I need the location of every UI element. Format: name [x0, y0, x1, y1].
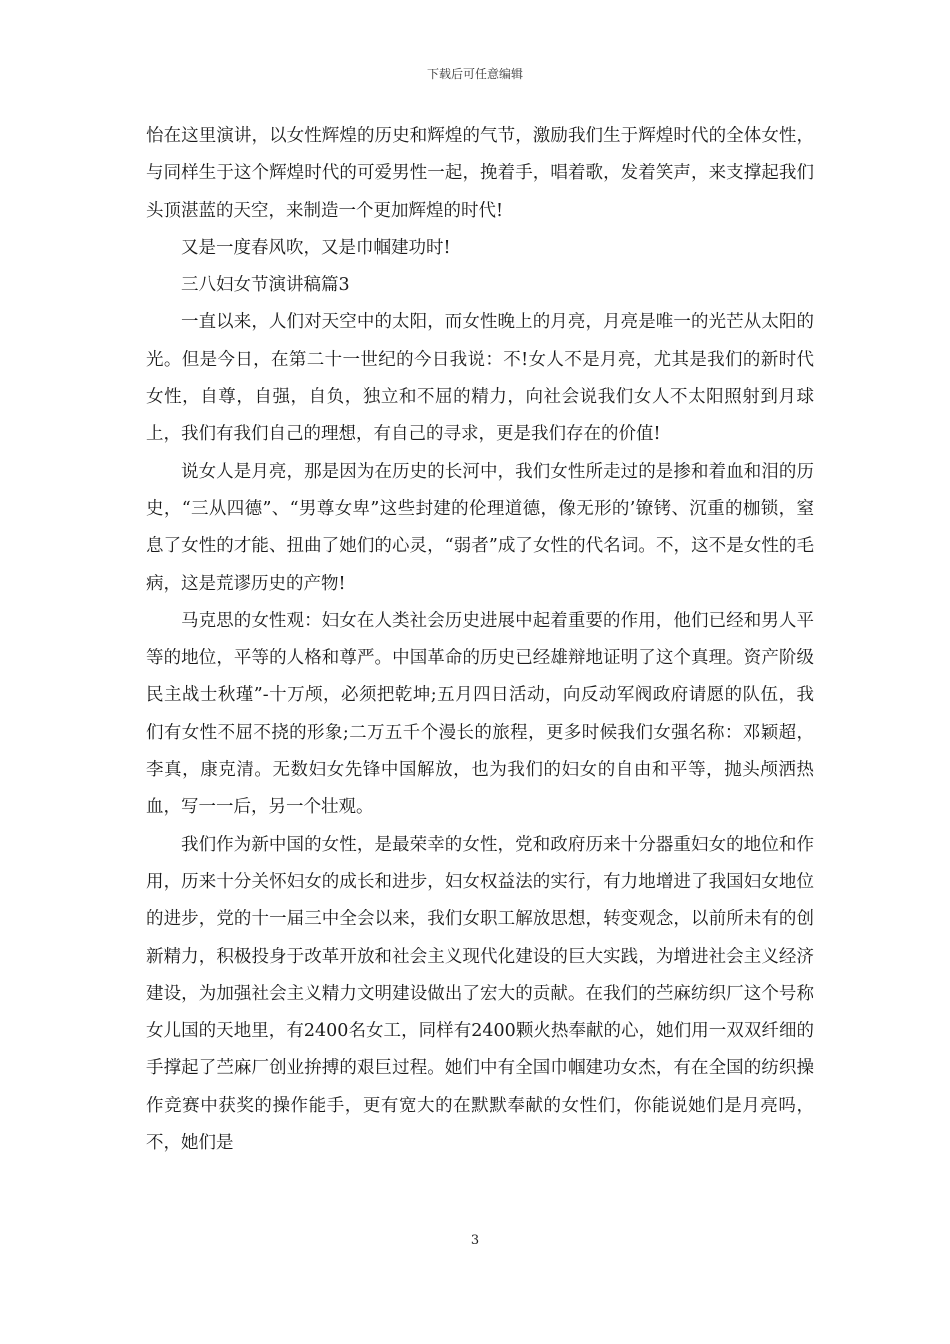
paragraph-2: 又是一度春风吹，又是巾帼建功时!: [181, 237, 451, 258]
section-heading: 三八妇女节演讲稿篇3: [181, 275, 350, 296]
paragraph-4: 说女人是月亮，那是因为在历史的长河中，我们女性所走过的是掺和着血和泪的历史，“三从四德”、“男尊女卑”这些封建的伦理道德，像无形的’镣铐、沉重的枷锁，窒息了女性的才能、扭曲了她们的心灵，“弱者”成了女性的代名词。不，这不是女性的毛病，这是荒谬历史的产物!: [146, 461, 814, 594]
document-body: [146, 118, 814, 1162]
paragraph-5: 马克思的女性观：妇女在人类社会历史进展中起着重要的作用，他们已经和男人平等的地位，平等的人格和尊严。中国革命的历史已经雄辩地证明了这个真理。资产阶级民主战士秋瑾”-十万颅，必须把乾坤;五月四日活动，向反动军阀政府请愿的队伍，我们有女性不屈不挠的形象;二万五千个漫长的旅程，更多时候我们女强名称：邓颖超，李真，康克清。无数妇女先锋中国解放，也为我们的妇女的自由和平等，抛头颅洒热血，写一一后，另一个壮观。: [146, 610, 814, 818]
paragraph-3: 一直以来，人们对天空中的太阳，而女性晚上的月亮，月亮是唯一的光芒从太阳的光。但是今日，在第二十一世纪的今日我说：不!女人不是月亮，尤其是我们的新时代女性，自尊，自强，自负，独立和不屈的精力，向社会说我们女人不太阳照射到月球上，我们有我们自己的理想，有自己的寻求，更是我们存在的价值!: [146, 312, 814, 445]
paragraph-6: 我们作为新中国的女性，是最荣幸的女性，党和政府历来十分器重妇女的地位和作用，历来十分关怀妇女的成长和进步，妇女权益法的实行，有力地增进了我国妇女地位的进步，党的十一届三中全会以来，我们女职工解放思想，转变观念，以前所未有的创新精力，积极投身于改革开放和社会主义现代化建设的巨大实践，为增进社会主义经济建设，为加强社会主义精力文明建设做出了宏大的贡献。在我们的苎麻纺织厂这个号称女儿国的天地里，有2400名女工，同样有2400颗火热奉献的心，她们用一双双纤细的手撑起了苎麻厂创业拚搏的艰巨过程。她们中有全国巾帼建功女杰，有在全国的纺织操作竞赛中获奖的操作能手，更有宽大的在默默奉献的女性们，你能说她们是月亮吗，不，她们是: [146, 834, 814, 1154]
page-number: 3: [470, 1233, 480, 1248]
paragraph-1: 怡在这里演讲，以女性辉煌的历史和辉煌的气节，激励我们生于辉煌时代的全体女性，与同样生于这个辉煌时代的可爱男性一起，挽着手，唱着歌，发着笑声，来支撑起我们头顶湛蓝的天空，来制造一个更加辉煌的时代!: [146, 126, 814, 221]
page-header: 下载后可任意编辑: [426, 67, 523, 81]
